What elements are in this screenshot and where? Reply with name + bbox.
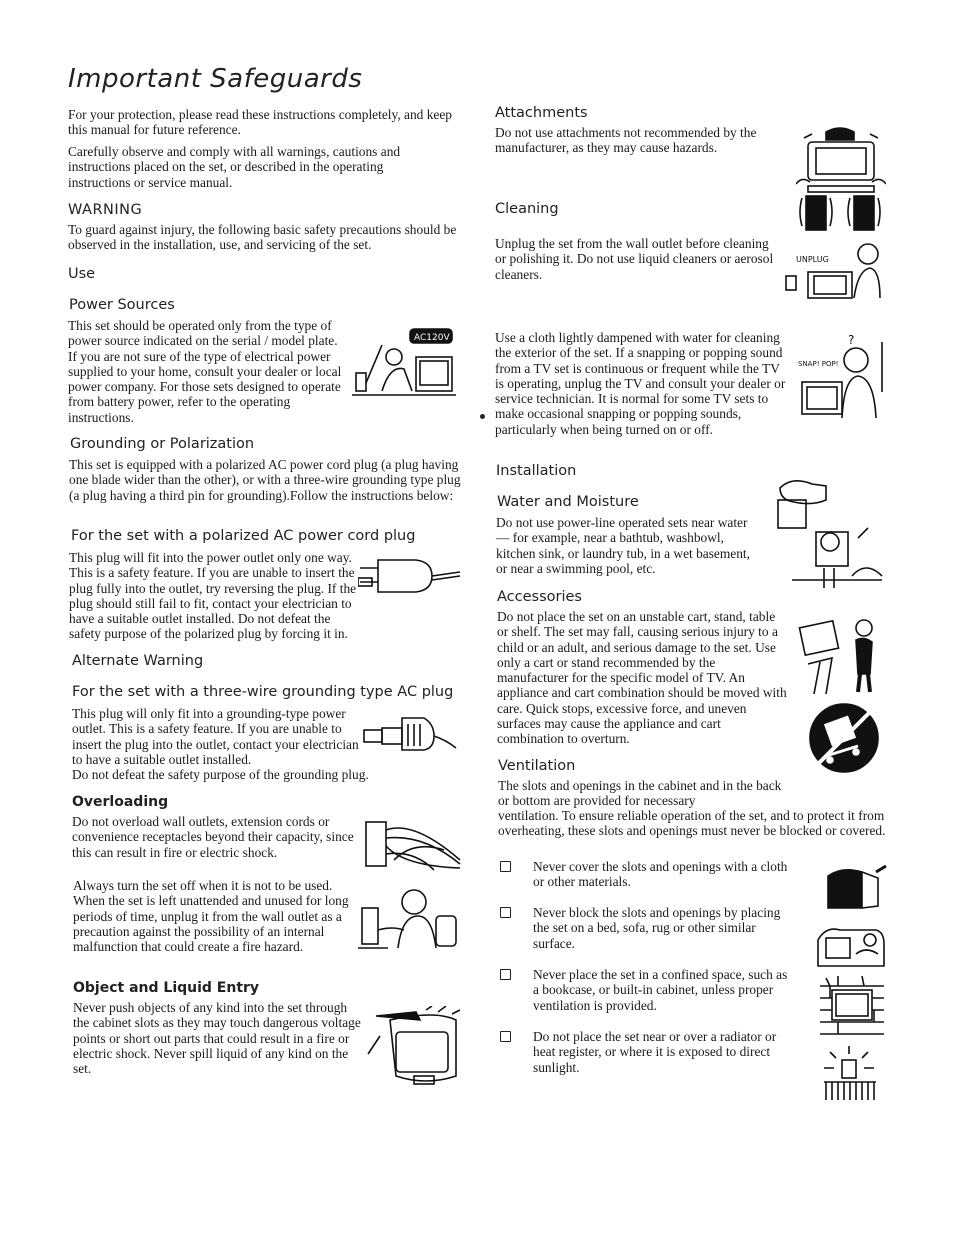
grounding-text: This set is equipped with a polarized AC power cord plug (a plug having one blade wider than the other), or with a three-wire grounding type plug (a plug having a third pin for grounding).Follow the instructions below: (69, 457, 461, 503)
page-title: Important Safeguards (68, 64, 363, 94)
water-moisture-text: Do not use power-line operated sets near water — for example, near a bathtub, washbowl, kitchen sink, or laundry tub, in a wet basement, or near a swimming pool, etc. (496, 515, 750, 576)
ventilation-text-2: ventilation. To ensure reliable operation of the set, and to protect it from overheating, these slots and openings must never be blocked or covered. (498, 808, 886, 839)
power-sources-heading: Power Sources (69, 297, 175, 313)
three-wire-plug-illustration (362, 710, 458, 754)
polarized-plug-illustration (358, 554, 462, 598)
radiator-sunlight-illustration (816, 1046, 884, 1102)
bullet-text: Never place the set in a confined space, such as a bookcase, or built-in cabinet, unless proper ventilation is provided. (533, 967, 788, 1013)
checkbox-bullet (500, 861, 511, 872)
grounding-heading: Grounding or Polarization (70, 436, 255, 452)
accessories-heading: Accessories (497, 589, 582, 605)
ventilation-heading: Ventilation (498, 758, 576, 774)
intro-paragraph-1: For your protection, please read these instructions completely, and keep this manual for future reference. (68, 107, 452, 138)
three-wire-heading: For the set with a three-wire grounding type AC plug (72, 684, 454, 700)
overloading-illustration (364, 820, 462, 872)
water-moisture-illustration (772, 476, 884, 592)
unplug-illustration (358, 886, 460, 954)
snapping-illustration (796, 332, 888, 424)
tv-on-bed-illustration (816, 920, 886, 968)
power-sources-text: This set should be operated only from the type of power source indicated on the serial / model plate. If you are not sure of the type of electrical power supplied to your home, consult your dealer or local power company. For those sets designed to operate from battery power, refer to the operating instructions. (68, 318, 342, 425)
attachments-text: Do not use attachments not recommended by the manufacturer, as they may cause hazards. (495, 125, 757, 156)
three-wire-text: This plug will only fit into a grounding-type power outlet. This is a safety feature. If you are unable to insert the plug into the outlet, contact your electrician to have a suitable outlet installed. (72, 706, 359, 767)
snap-label: SNAP! POP! (798, 360, 839, 368)
polarized-text: This plug will fit into the power outlet only one way. This is a safety feature. If you are unable to insert the plug fully into the outlet, try reversing the plug. If the plug should still fail to fit, contact your electrician to have a suitable outlet installed. Do not defeat the safety purpose of the polarized plug by forcing it in. (69, 550, 357, 642)
cart-tipover-warning-icon (806, 700, 882, 778)
ventilation-text-1: The slots and openings in the cabinet and in the back or bottom are provided for necessary (498, 778, 782, 809)
warning-heading: WARNING (68, 202, 143, 218)
power-source-illustration (352, 325, 458, 401)
overloading-heading: Overloading (72, 794, 169, 810)
unplug-label: UNPLUG (796, 255, 829, 264)
cloth-text: Use a cloth lightly dampened with water for cleaning the exterior of the set. If a snapping or popping sound from a TV set is continuous or frequent while the TV is operating, unplug the TV and consult your dealer or service technician. It is normal for some TV sets to make occasional snapping or popping sounds, particularly when being turned on or off. (495, 330, 786, 437)
svg-text:?: ? (848, 333, 855, 347)
water-moisture-heading: Water and Moisture (497, 494, 639, 510)
object-liquid-heading: Object and Liquid Entry (73, 980, 260, 996)
cleaning-heading: Cleaning (495, 201, 559, 217)
attachments-heading: Attachments (495, 105, 588, 121)
warning-text: To guard against injury, the following basic safety precautions should be observed in the installation, use, and servicing of the set. (68, 222, 457, 253)
polarized-text-wrap (69, 550, 357, 642)
checkbox-bullet (500, 1031, 511, 1042)
object-liquid-text: Never push objects of any kind into the set through the cabinet slots as they may touch dangerous voltage points or short out parts that could result in a fire or electric shock. Never spill liquid of any kind on the set. (73, 1000, 361, 1077)
bullet-text: Never cover the slots and openings with a cloth or other materials. (533, 859, 788, 890)
checkbox-bullet (500, 969, 511, 980)
covered-tv-illustration (822, 862, 888, 914)
tv-in-cabinet-illustration (818, 976, 886, 1040)
unstable-cart-illustration (792, 614, 886, 696)
checkbox-bullet (500, 907, 511, 918)
cleaning-text: Unplug the set from the wall outlet before cleaning or polishing it. Do not use liquid cleaners or aerosol cleaners. (495, 236, 774, 282)
three-wire-text-2: Do not defeat the safety purpose of the grounding plug. (72, 767, 369, 782)
ac-badge-text: AC120V (414, 333, 450, 343)
accessories-text: Do not place the set on an unstable cart, stand, table or shelf. The set may fall, causing serious injury to a child or an adult, and serious damage to the set. Use only a cart or stand recommended by the manufacturer for the specific model of TV. An appliance and cart combination should be moved with care. Quick stops, excessive force, and uneven surfaces may cause the appliance and cart combination to overturn. (497, 609, 787, 747)
turn-off-text: Always turn the set off when it is not to be used. When the set is left unattended and unused for long periods of time, unplug it from the wall outlet as a precaution against the possibility of an internal malfunction that could create a fire hazard. (73, 878, 349, 955)
attachments-illustration (796, 124, 886, 236)
alternate-warning-heading: Alternate Warning (72, 653, 204, 669)
polarized-heading: For the set with a polarized AC power cord plug (71, 528, 416, 544)
margin-dot (480, 414, 485, 419)
bullet-text: Do not place the set near or over a radiator or heat register, or where it is exposed to direct sunlight. (533, 1029, 777, 1075)
overloading-text: Do not overload wall outlets, extension cords or convenience receptacles beyond their capacity, since this can result in fire or electric shock. (72, 814, 354, 860)
object-entry-illustration (366, 1006, 464, 1094)
cleaning-unplug-illustration (784, 240, 884, 302)
bullet-text: Never block the slots and openings by placing the set on a bed, sofa, rug or other similar surface. (533, 905, 781, 951)
use-heading: Use (68, 266, 96, 282)
intro-paragraph-2: Carefully observe and comply with all warnings, cautions and instructions placed on the set, or described in the operating instructions or service manual. (68, 144, 401, 190)
installation-heading: Installation (496, 463, 577, 479)
